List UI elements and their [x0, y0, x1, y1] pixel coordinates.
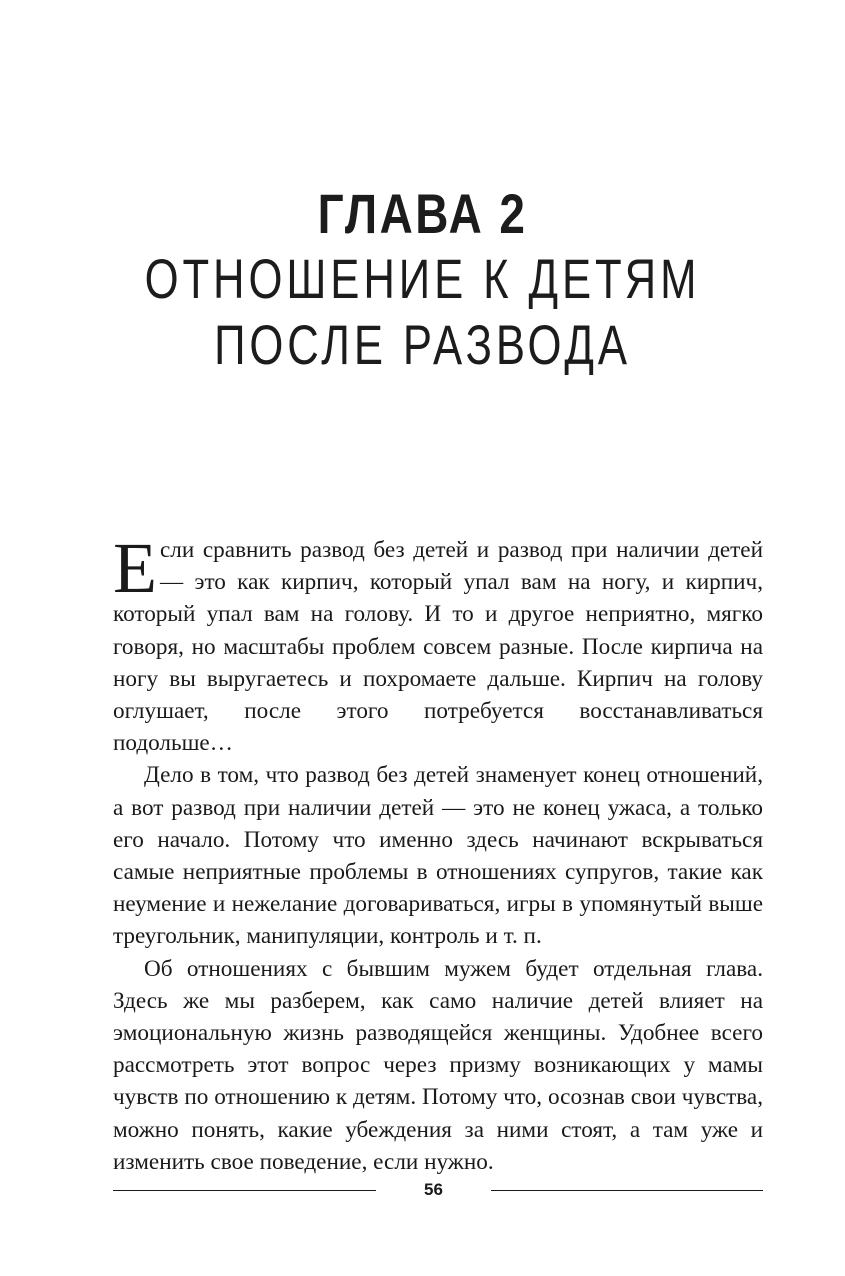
paragraph-1-text: сли сравнить развод без детей и развод при наличии детей — это как кирпич, который упал вам на ногу, и кирпич, который упал вам на голову. И то и другое неприятно, мягко говоря, но масштабы проблем совсем разные. После кирпича на ногу вы выругаетесь и похромаете дальше. Кирпич на голову оглушает, после этого потребуется восстанавливаться подольше…: [113, 537, 763, 757]
footer-rule-left: [113, 1190, 376, 1191]
chapter-title-line-1: ОТНОШЕНИЕ К ДЕТЯМ: [144, 247, 701, 310]
page-number: 56: [424, 1180, 443, 1199]
paragraph-2: Дело в том, что развод без детей знаменует конец отношений, а вот развод при наличии детей — это не конец ужаса, а только его начало. Потому что именно здесь начинают вскрываться самые неприятные проблемы в отношениях супругов, такие как неумение и нежелание договариваться, игры в упомянутый выше треугольник, манипуляции, контроль и т. п.: [113, 762, 763, 950]
chapter-number-heading: ГЛАВА 2: [317, 182, 528, 245]
drop-cap-letter: Е: [113, 528, 157, 608]
chapter-title-line-2: ПОСЛЕ РАЗВОДА: [214, 313, 631, 376]
footer-rule-right: [491, 1190, 763, 1191]
body-text: [113, 528, 763, 1178]
paragraph-3: Об отношениях с бывшим мужем будет отдельная глава. Здесь же мы разберем, как само наличие детей влияет на эмоциональную жизнь разводящейся женщины. Удобнее всего рассмотреть этот вопрос через призму возникающих у мамы чувств по отношению к детям. Потому что, осознав свои чувства, можно понять, какие убеждения за ними стоят, а там уже и изменить свое поведение, если нужно.: [113, 955, 763, 1175]
paragraph-1: [113, 528, 763, 759]
chapter-title: [93, 246, 752, 378]
